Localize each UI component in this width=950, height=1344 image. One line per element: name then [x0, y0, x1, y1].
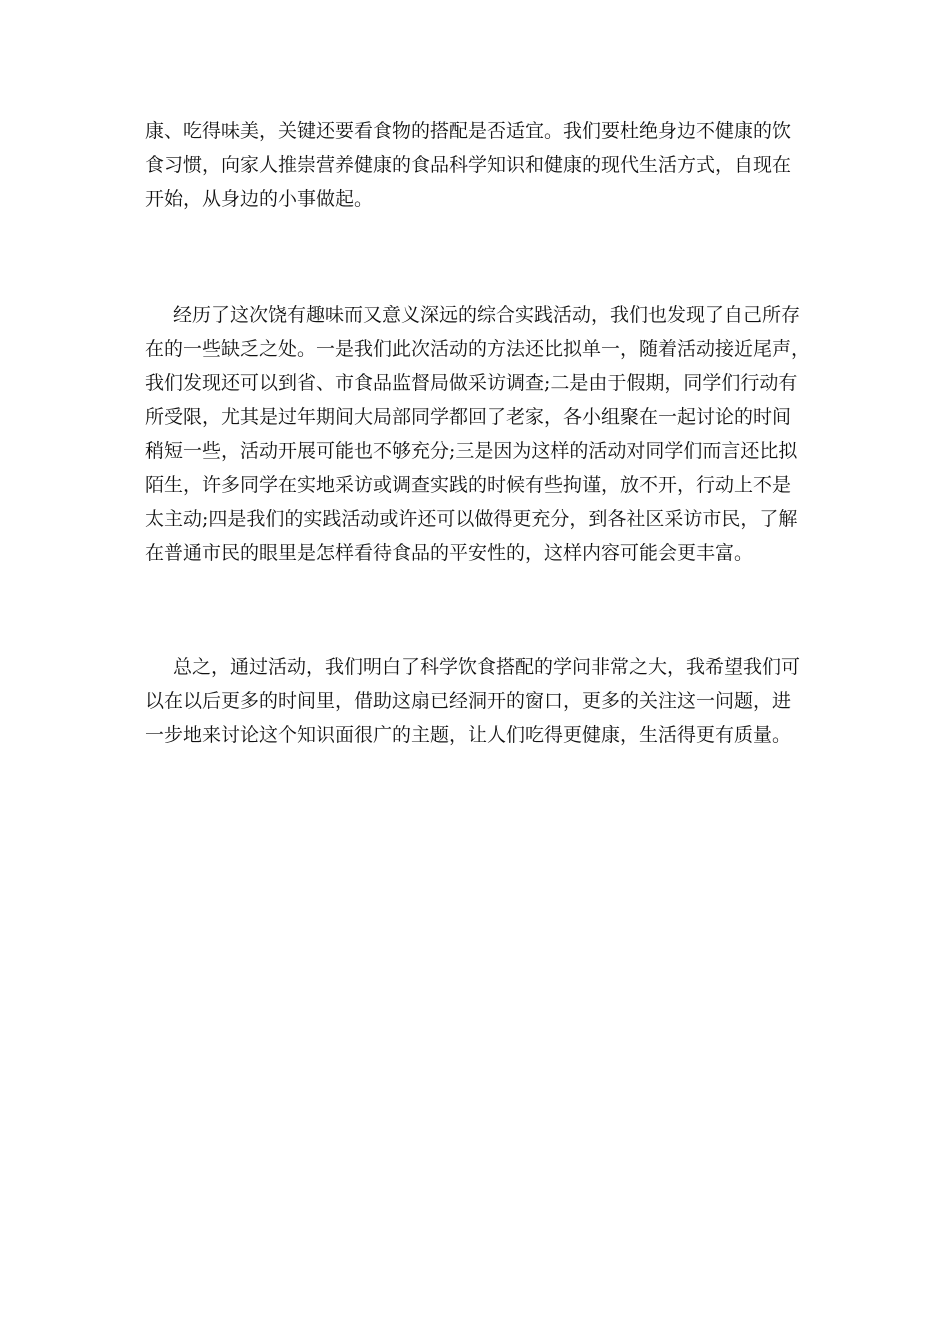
paragraph-spacer: [145, 570, 807, 650]
text-line: 一步地来讨论这个知识面很广的主题，让人们吃得更健康，生活得更有质量。: [145, 724, 792, 746]
text-line: 食习惯，向家人推崇营养健康的食品科学知识和健康的现代生活方式，自现在: [145, 154, 792, 176]
text-line: 稍短一些，活动开展可能也不够充分;三是因为这样的活动对同学们而言还比拟: [145, 440, 798, 462]
text-line: 在普通市民的眼里是怎样看待食品的平安性的，这样内容可能会更丰富。: [145, 542, 754, 564]
paragraph-summary: [145, 650, 807, 752]
text-line: 陌生，许多同学在实地采访或调查实践的时候有些拘谨，放不开，行动上不是: [145, 474, 792, 496]
paragraph-shortcomings: [145, 298, 811, 570]
text-line: 我们发现还可以到省、市食品监督局做采访调查;二是由于假期，同学们行动有: [145, 372, 798, 394]
text-line: 开始，从身边的小事做起。: [145, 188, 374, 210]
document-body: [145, 114, 811, 752]
paragraph-conclusion-habits: [145, 114, 807, 216]
text-line: 康、吃得味美，关键还要看食物的搭配是否适宜。我们要杜绝身边不健康的饮: [145, 120, 792, 142]
text-line: 总之，通过活动，我们明白了科学饮食搭配的学问非常之大，我希望我们可: [173, 656, 801, 678]
text-line: 经历了这次饶有趣味而又意义深远的综合实践活动，我们也发现了自己所存: [173, 304, 801, 326]
text-line: 在的一些缺乏之处。一是我们此次活动的方法还比拟单一，随着活动接近尾声，: [145, 338, 811, 360]
text-line: 所受限，尤其是过年期间大局部同学都回了老家，各小组聚在一起讨论的时间: [145, 406, 792, 428]
text-line: 以在以后更多的时间里，借助这扇已经洞开的窗口，更多的关注这一问题，进: [145, 690, 792, 712]
paragraph-spacer: [145, 216, 807, 298]
text-line: 太主动;四是我们的实践活动或许还可以做得更充分，到各社区采访市民，了解: [145, 508, 798, 530]
